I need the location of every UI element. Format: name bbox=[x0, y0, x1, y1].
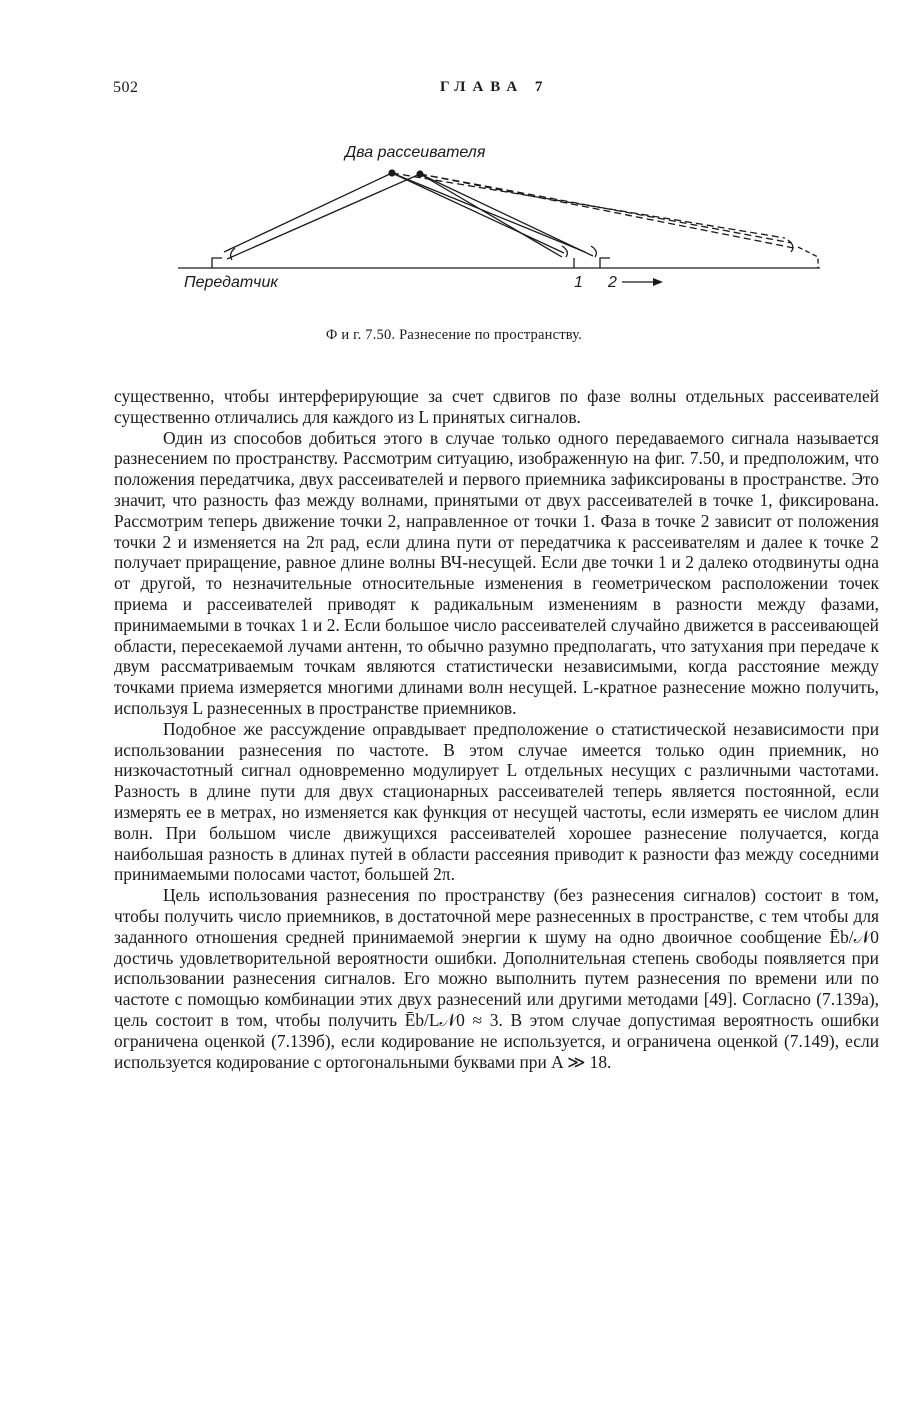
transmitter-beam bbox=[231, 248, 235, 260]
figure-space-diversity bbox=[160, 140, 850, 300]
paragraph-1: существенно, чтобы интерферирующие за счет сдвигов по фазе волны отдельных рассеивателей существенно отличались для каждого из L принятых сигналов. bbox=[114, 386, 879, 427]
paragraph-2: Один из способов добиться этого в случае только одного передаваемого сигнала называется разнесением по пространству. Рассмотрим ситуацию, изображенную на фиг. 7.50, и предположим, что положения передатчика, двух рассеивателей и первого приемника зафиксированы в пространстве. Это значит, что разность фаз между волнами, принятыми от двух рассеивателей в точке 1, фиксирована. Рассмотрим теперь движение точки 2, направленное от точки 1. Фаза в точке 2 зависит от положения точки 2 и изменяется на 2π рад, если длина пути от передатчика к рассеивателям и далее к точке 2 получает приращение, равное длине волны ВЧ-несущей. Если две точки 1 и 2 далеко отодвинуты одна от другой, то незначительные относительные изменения в геометрическом расположении точек приема и рассеивателей приводят к радикальным изменениям в разности между фазами, принимаемыми в точках 1 и 2. Если большое число рассеивателей случайно движется в рассеивающей области, пересекаемой лучами антенн, то обычно разумно предполагать, что затухания при передаче к двум рассматриваемым точкам являются статистически независимыми, когда расстояние между точками приема измеряется многими длинами волн несущей. L-кратное разнесение можно получить, используя L разнесенных в пространстве приемников. bbox=[114, 427, 879, 718]
far-receiver-antenna bbox=[798, 247, 818, 268]
scatterer-2 bbox=[416, 170, 423, 177]
motion-arrow-head bbox=[653, 278, 663, 286]
ray-s2-p1 bbox=[420, 174, 562, 257]
paragraph-4: Цель использования разнесения по пространству (без разнесения сигналов) состоит в том, чтобы получить число приемников, в достаточной мере разнесенных в пространстве, с тем чтобы для заданного отношения средней принимаемой энергии к шуму на одно двоичное сообщение Ēb/𝒩0 достичь удовлетворительной вероятности ошибки. Дополнительная степень свободы появляется при использовании разнесения сигналов. Его можно выполнить путем разнесения по времени или по частоте с помощью комбинации этих двух разнесений или другими методами [49]. Согласно (7.139а), цель состоит в том, чтобы получить Ēb/L𝒩0 ≈ 3. В этом случае допустимая вероятность ошибки ограничена оценкой (7.139б), если кодирование не используется, и ограничена оценкой (7.149), если используется кодирование с ортогональными буквами при A ≫ 18. bbox=[114, 885, 879, 1072]
ray-tx-s2 bbox=[227, 174, 420, 259]
receiver-2-antenna bbox=[600, 258, 610, 268]
transmitter-antenna bbox=[212, 258, 222, 268]
ray-tx-s1 bbox=[224, 173, 392, 252]
running-head: ГЛАВА 7 bbox=[440, 79, 550, 95]
scatterer-1 bbox=[388, 169, 395, 176]
page-number: 502 bbox=[113, 79, 139, 96]
ray-s2-p2 bbox=[420, 174, 593, 256]
ray-s1-p2 bbox=[392, 173, 585, 252]
receiver-1-beam bbox=[562, 246, 567, 257]
point-1-label: 1 bbox=[574, 274, 583, 291]
ray-s2-far bbox=[420, 174, 792, 243]
scatterers-label: Два рассеивателя bbox=[345, 144, 486, 161]
body-text bbox=[114, 386, 879, 1072]
point-2-label: 2 bbox=[608, 274, 617, 291]
paragraph-3: Подобное же рассуждение оправдывает предположение о статистической независимости при использовании разнесения по частоте. В этом случае имеется только один приемник, но низкочастотный сигнал одновременно модулирует L отдельных несущих с различными частотами. Разность в длине пути для двух стационарных рассеивателей теперь является постоянной, если измерять ее в метрах, но изменяется как функция от несущей частоты, если измерять ее числом длин волн. При большом числе движущихся рассеивателей хорошее разнесение получается, когда наибольшая разность в длинах путей в области рассеяния приводит к разности фаз между соседними принимаемыми полосами частот, большей 2π. bbox=[114, 718, 879, 885]
ray-s2-far-b bbox=[420, 174, 794, 248]
transmitter-label: Передатчик bbox=[184, 274, 278, 291]
figure-caption: Ф и г. 7.50. Разнесение по пространству. bbox=[325, 327, 583, 343]
